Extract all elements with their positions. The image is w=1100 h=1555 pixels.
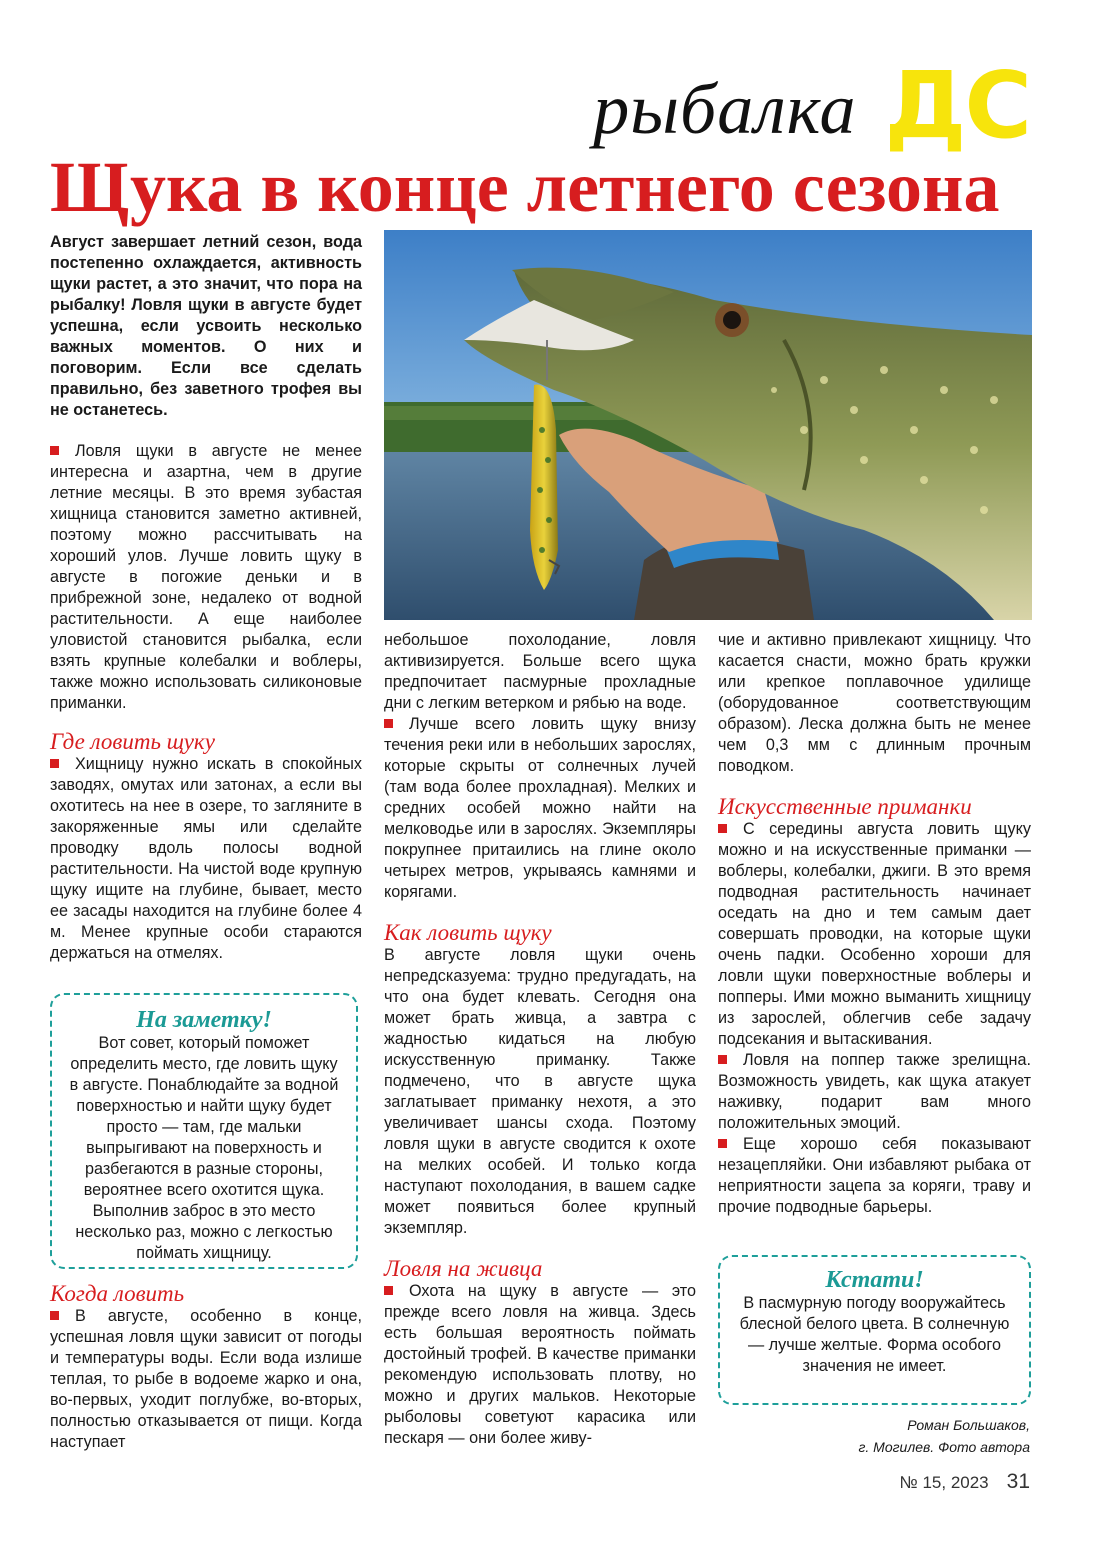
paragraph-text: Лучше всего ловить щуку внизу течения реки или в небольших зарослях, которые скрыты от солнечных лучей (там вода более прохладная). Мелких и средних особей можно найти на мелководье или в зарослях. Экземпляры покрупнее притаились на глине около четырех метров, укрываясь камнями и корягами. xyxy=(384,715,696,901)
paragraph xyxy=(384,1281,696,1449)
by-the-way-title: Кстати! xyxy=(825,1267,924,1293)
subheading-how: Как ловить щуку xyxy=(384,920,552,945)
paragraph xyxy=(718,1134,1031,1218)
bullet-marker xyxy=(718,1139,727,1148)
page-number: 31 xyxy=(1006,1470,1030,1493)
byline xyxy=(859,1414,1031,1458)
headline: Щука в конце летнего сезона xyxy=(50,147,1000,227)
paragraph xyxy=(50,441,362,714)
bullet-marker xyxy=(50,759,59,768)
paragraph xyxy=(50,754,362,964)
column-1-bottom xyxy=(50,1282,362,1453)
paragraph-text: В августе, особенно в конце, успешная ловля щуки зависит от погоды и температуры воды. Если вода излише теплая, то рыбе в водоеме жарко и она, во-первых, уходит поглубже, во-вторых, полностью отказывается от пищи. Когда наступает xyxy=(50,1307,362,1451)
tip-box-title: На заметку! xyxy=(136,1007,272,1033)
paragraph-text: Охота на щуку в августе — это прежде всего ловля на живца. Здесь есть большая вероятность поймать достойный трофей. В качестве приманки рекомендую использовать плотву, но можно и других мальков. Некоторые рыболовы советуют карасика или пескаря — они более живу- xyxy=(384,1282,696,1447)
subheading-when: Когда ловить xyxy=(50,1281,185,1306)
subheading-live-bait: Ловля на живца xyxy=(384,1256,543,1281)
subheading-artificial-lures: Искусственные приманки xyxy=(718,794,972,819)
pike-photo xyxy=(384,230,1032,620)
paragraph xyxy=(718,1050,1031,1134)
paragraph: небольшое похолодание, ловля активизируется. Больше всего щука предпочитает пасмурные прохладные дни с легким ветерком и рябью на воде. xyxy=(384,631,696,712)
tip-box-text: Вот совет, который поможет определить место, где ловить щуку в августе. Понаблюдайте за водной поверхностью и найти щуку будет просто — там, где мальки выпрыгивают на поверхность и разбегаются в разные стороны, вероятнее всего охотится щука. Выполнив заброс в это место несколько раз, можно с легкостью поймать хищницу. xyxy=(69,1034,339,1262)
bullet-marker xyxy=(718,824,727,833)
rubric-word: рыбалка xyxy=(593,69,857,149)
column-1 xyxy=(50,441,362,964)
bullet-marker xyxy=(384,1286,393,1295)
bullet-marker xyxy=(384,719,393,728)
column-2 xyxy=(384,630,696,1449)
paragraph-text: Хищницу нужно искать в спокойных заводях, омутах или затонах, а если вы охотитесь на нее в озере, то загляните в закоряженные ямы или сделайте проводку вдоль полосы водной растительности. На чистой воде крупную щуку ищите на глубине, бывает, место ее засады находится на глубине более 4 м. Менее крупные особи стараются держаться на отмелях. xyxy=(50,755,362,962)
byline-place: г. Могилев. Фото автора xyxy=(858,1439,1030,1455)
by-the-way-text: В пасмурную погоду вооружайтесь блесной белого цвета. В солнечную — лучше желтые. Форма особого значения не имеет. xyxy=(739,1294,1010,1375)
bullet-marker xyxy=(50,1311,59,1320)
subheading-where: Где ловить щуку xyxy=(50,729,215,754)
rubric-tag: ДС xyxy=(884,51,1030,159)
byline-author: Роман Большаков, xyxy=(907,1417,1030,1433)
by-the-way-box xyxy=(718,1255,1031,1405)
paragraph xyxy=(718,819,1031,1050)
paragraph: чие и активно привлекают хищницу. Что касается снасти, можно брать кружки или крепкое поплавочное удилище (оборудованное соответствующим образом). Леска должна быть не менее чем 0,3 мм с длинным прочным поводком. xyxy=(718,631,1031,775)
paragraph-text: С середины августа ловить щуку можно и на искусственные приманки — воблеры, колебалки, джиги. В это время подводная растительность начинает оседать на дно и тем самым дает совершать проводки, на которые щуки очень падки. Особенно хороши для ловли щуки поверхностные воблеры и попперы. Ими можно выманить хищницу из зарослей, облегчив себе задачу подсекания и вытаскивания. xyxy=(718,820,1031,1048)
paragraph-text: Еще хорошо себя показывают незацепляйки. Они избавляют рыбака от неприятности зацепа за коряги, траву и прочие подводные барьеры. xyxy=(718,1135,1031,1216)
paragraph xyxy=(384,714,696,903)
paragraph-text: Ловля на поппер также зрелищна. Возможность увидеть, как щука атакует наживку, подарит вам много положительных эмоций. xyxy=(718,1051,1031,1132)
issue-number: № 15, 2023 xyxy=(899,1473,989,1492)
page-folio xyxy=(900,1470,1031,1494)
paragraph-text: Ловля щуки в августе не менее интересна и азартна, чем в другие летние месяцы. В это время зубастая хищница становится заметно активней, поэтому можно рассчитывать на хороший улов. Лучше ловить щуку в августе в погожие деньки и в прибрежной зоне, недалеко от водной растительности. А еще наиболее уловистой становится рыбалка, если взять крупные колебалки и воблеры, также можно использовать силиконовые приманки. xyxy=(50,442,362,712)
rubric xyxy=(593,51,1030,159)
paragraph: В августе ловля щуки очень непредсказуема: трудно предугадать, на что она будет клевать. Сегодня она может брать живца, а завтра с жадностью кидаться на любую искусственную приманку. Также подмечено, что в августе щука заглатывает приманку нехотя, а это увеличивает шансы схода. Поэтому ловля щуки в августе сводится к охоте на мелких особей. И только когда наступают похолодания, в вашем садке может появиться более крупный экземпляр. xyxy=(384,946,696,1237)
bullet-marker xyxy=(50,446,59,455)
column-3 xyxy=(718,630,1031,1218)
tip-box xyxy=(50,993,358,1269)
paragraph xyxy=(50,1306,362,1453)
bullet-marker xyxy=(718,1055,727,1064)
lead-paragraph: Август завершает летний сезон, вода постепенно охлаждается, активность щуки растет, а это значит, что пора на рыбалку! Ловля щуки в августе будет успешна, если усвоить несколько важных моментов. О них и поговорим. Если все сделать правильно, без заветного трофея вы не останетесь. xyxy=(50,233,362,419)
